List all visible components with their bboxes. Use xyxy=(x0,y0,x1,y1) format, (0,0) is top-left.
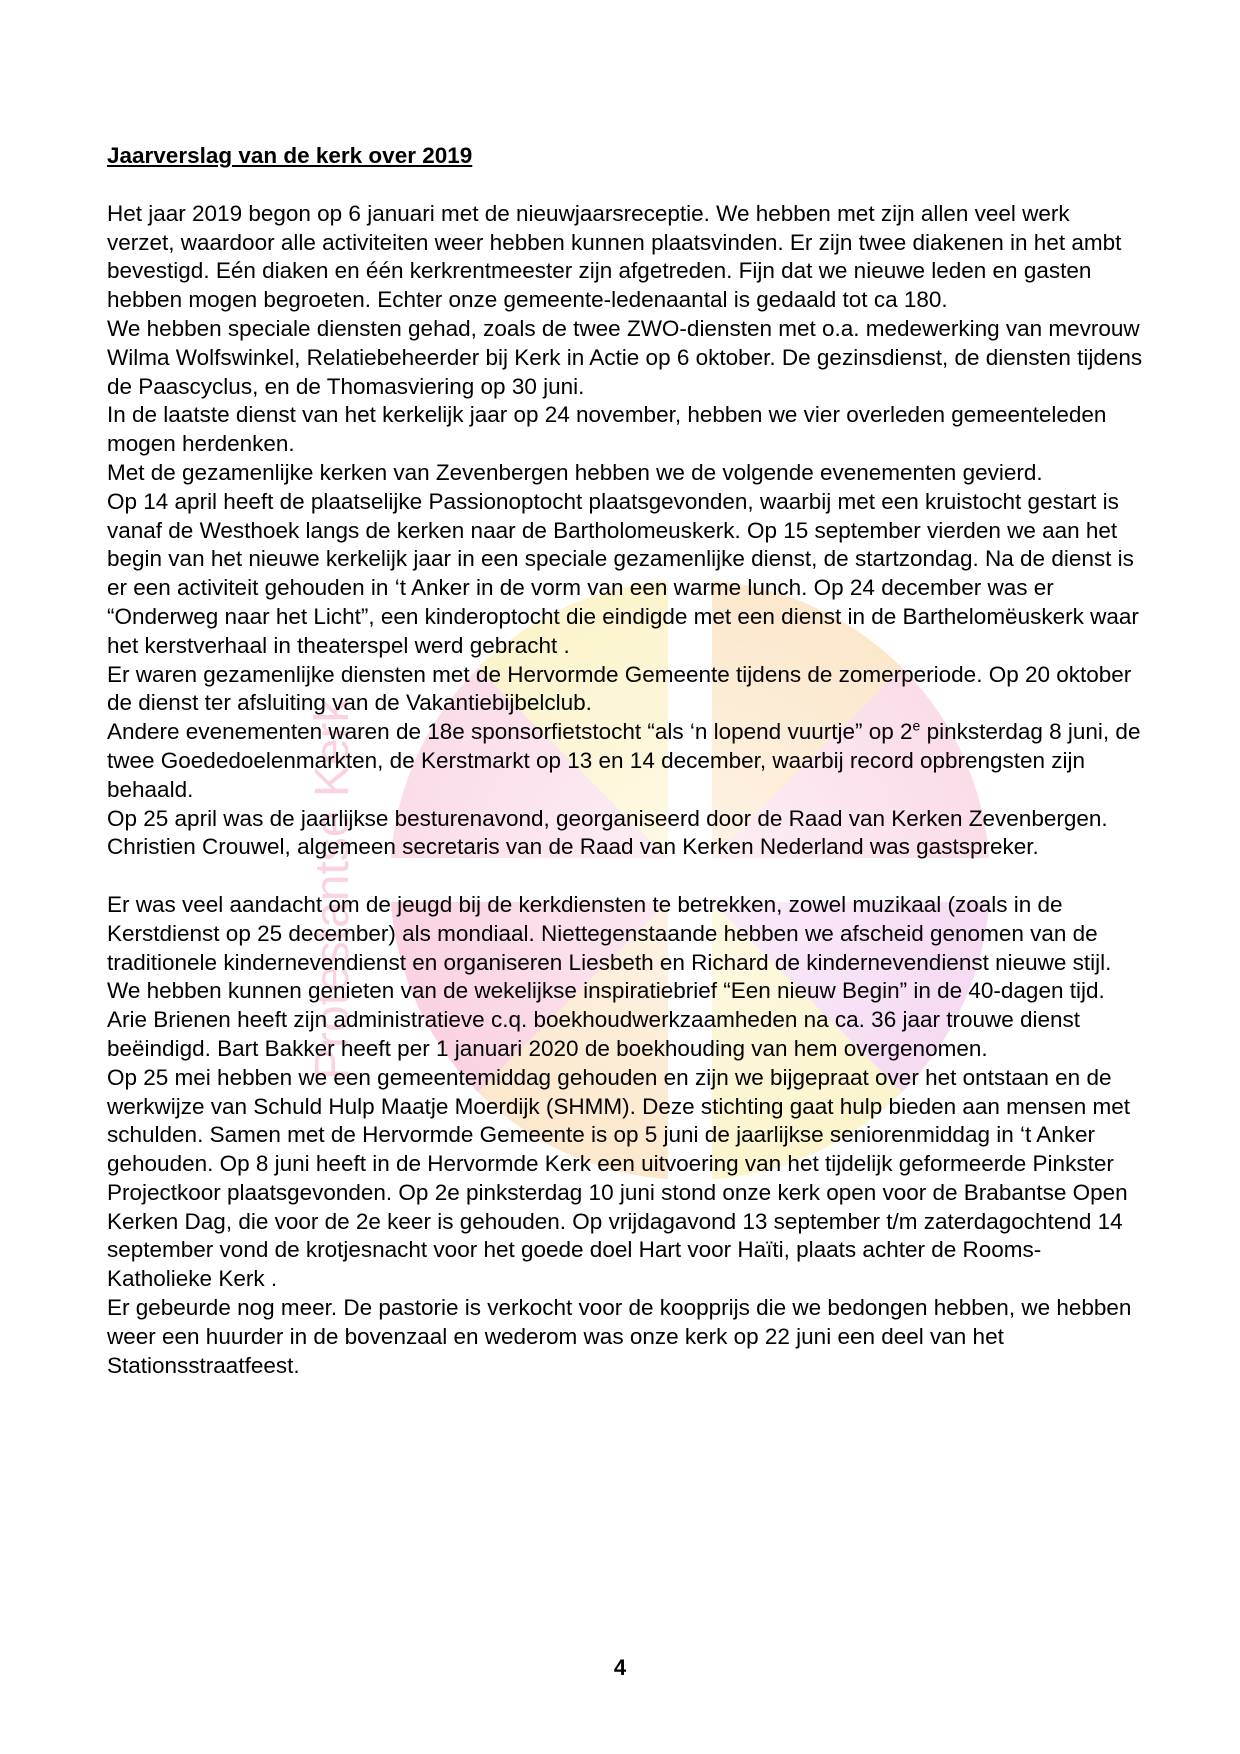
paragraph: Op 25 april was de jaarlijkse besturenavond, georganiseerd door de Raad van Kerken Zevenbergen. Christien Crouwel, algemeen secretaris van de Raad van Kerken Nederland was gastspreker. xyxy=(107,805,1108,860)
paragraph: In de laatste dienst van het kerkelijk jaar op 24 november, hebben we vier overleden gemeenteleden mogen herdenken. xyxy=(107,402,1107,457)
superscript: e xyxy=(912,717,921,734)
paragraph: Er waren gezamenlijke diensten met de Hervormde Gemeente tijdens de zomerperiode. Op 20 oktober de dienst ter afsluiting van de Vakantiebijbelclub. xyxy=(107,661,1132,716)
report-page xyxy=(107,142,1143,1380)
page-number: 4 xyxy=(613,1655,627,1680)
paragraph: Het jaar 2019 begon op 6 januari met de nieuwjaarsreceptie. We hebben met zijn allen veel werk verzet, waardoor alle activiteiten weer hebben kunnen plaatsvinden. Er zijn twee diakenen in het ambt bevestigd. Eén diaken en één kerkrentmeester zijn afgetreden. Fijn dat we nieuwe leden en gasten hebben mogen begroeten. Echter onze gemeente-ledenaantal is gedaald tot ca 180. xyxy=(107,200,1122,313)
paragraph: Er was veel aandacht om de jeugd bij de kerkdiensten te betrekken, zowel muzikaal (zoals in de Kerstdienst op 25 december) als mondiaal. Niettegenstaande hebben we afscheid genomen van de traditionele kindernevendienst en organiseren Liesbeth en Richard de kindernevendienst nieuwe stijl. xyxy=(107,891,1112,975)
paragraph: We hebben speciale diensten gehad, zoals de twee ZWO-diensten met o.a. medewerking van mevrouw Wilma Wolfswinkel, Relatiebeheerder bij Kerk in Actie op 6 oktober. De gezinsdienst, de diensten tijdens de Paascyclus, en de Thomasviering op 30 juni. xyxy=(107,315,1143,399)
report-title: Jaarverslag van de kerk over 2019 xyxy=(107,143,473,168)
paragraph-sponsor xyxy=(107,718,1143,804)
paragraph-text: pinksterdag 8 juni, de twee Goededoelenmarkten, de Kerstmarkt op 13 en 14 december, waarbij record opbrengsten zijn behaald. xyxy=(107,719,1141,802)
paragraph: Met de gezamenlijke kerken van Zevenbergen hebben we de volgende evenementen gevierd. xyxy=(107,459,1043,485)
paragraph: We hebben kunnen genieten van de wekelijkse inspiratiebrief “Een nieuw Begin” in de 40-dagen tijd. Arie Brienen heeft zijn administratieve c.q. boekhoudwerkzaamheden na ca. 36 jaar trouwe dienst beëindigd. Bart Bakker heeft per 1 januari 2020 de boekhouding van hem overgenomen. xyxy=(107,978,1105,1061)
paragraph-text: Andere evenementen waren de 18e sponsorfietstocht “als ‘n lopend vuurtje” op 2 xyxy=(107,719,913,745)
paragraph-gap xyxy=(107,862,1143,891)
paragraph: Er gebeurde nog meer. De pastorie is verkocht voor de koopprijs die we bedongen hebben, we hebben weer een huurder in de bovenzaal en wederom was onze kerk op 22 juni een deel van het Stationsstraatfeest. xyxy=(107,1295,1132,1378)
paragraph: Op 14 april heeft de plaatselijke Passionoptocht plaatsgevonden, waarbij met een kruistocht gestart is vanaf de Westhoek langs de kerken naar de Bartholomeuskerk. Op 15 september vierden we aan het begin van het nieuwe kerkelijk jaar in een speciale gezamenlijke dienst, de startzondag. Na de dienst is er een activiteit gehouden in ‘t Anker in de vorm van een warme lunch. Op 24 december was er “Onderweg naar het Licht”, een kinderoptocht die eindigde met een dienst in de Barthelomëuskerk waar het kerstverhaal in theaterspel werd gebracht . xyxy=(107,488,1139,658)
watermark-text: Protestantse Kerk xyxy=(306,698,359,1080)
paragraph: Op 25 mei hebben we een gemeentemiddag gehouden en zijn we bijgepraat over het ontstaan en de werkwijze van Schuld Hulp Maatje Moerdijk (SHMM). Deze stichting gaat hulp bieden aan mensen met schulden. Samen met de Hervormde Gemeente is op 5 juni de jaarlijkse seniorenmiddag in ‘t Anker gehouden. Op 8 juni heeft in de Hervormde Kerk een uitvoering van het tijdelijk geformeerde Pinkster Projectkoor plaatsgevonden. Op 2e pinksterdag 10 juni stond onze kerk open voor de Brabantse Open Kerken Dag, die voor de 2e keer is gehouden. Op vrijdagavond 13 september t/m zaterdagochtend 14 september vond de krotjesnacht voor het goede doel Hart voor Haïti, plaats achter de Rooms-Katholieke Kerk . xyxy=(107,1064,1130,1292)
